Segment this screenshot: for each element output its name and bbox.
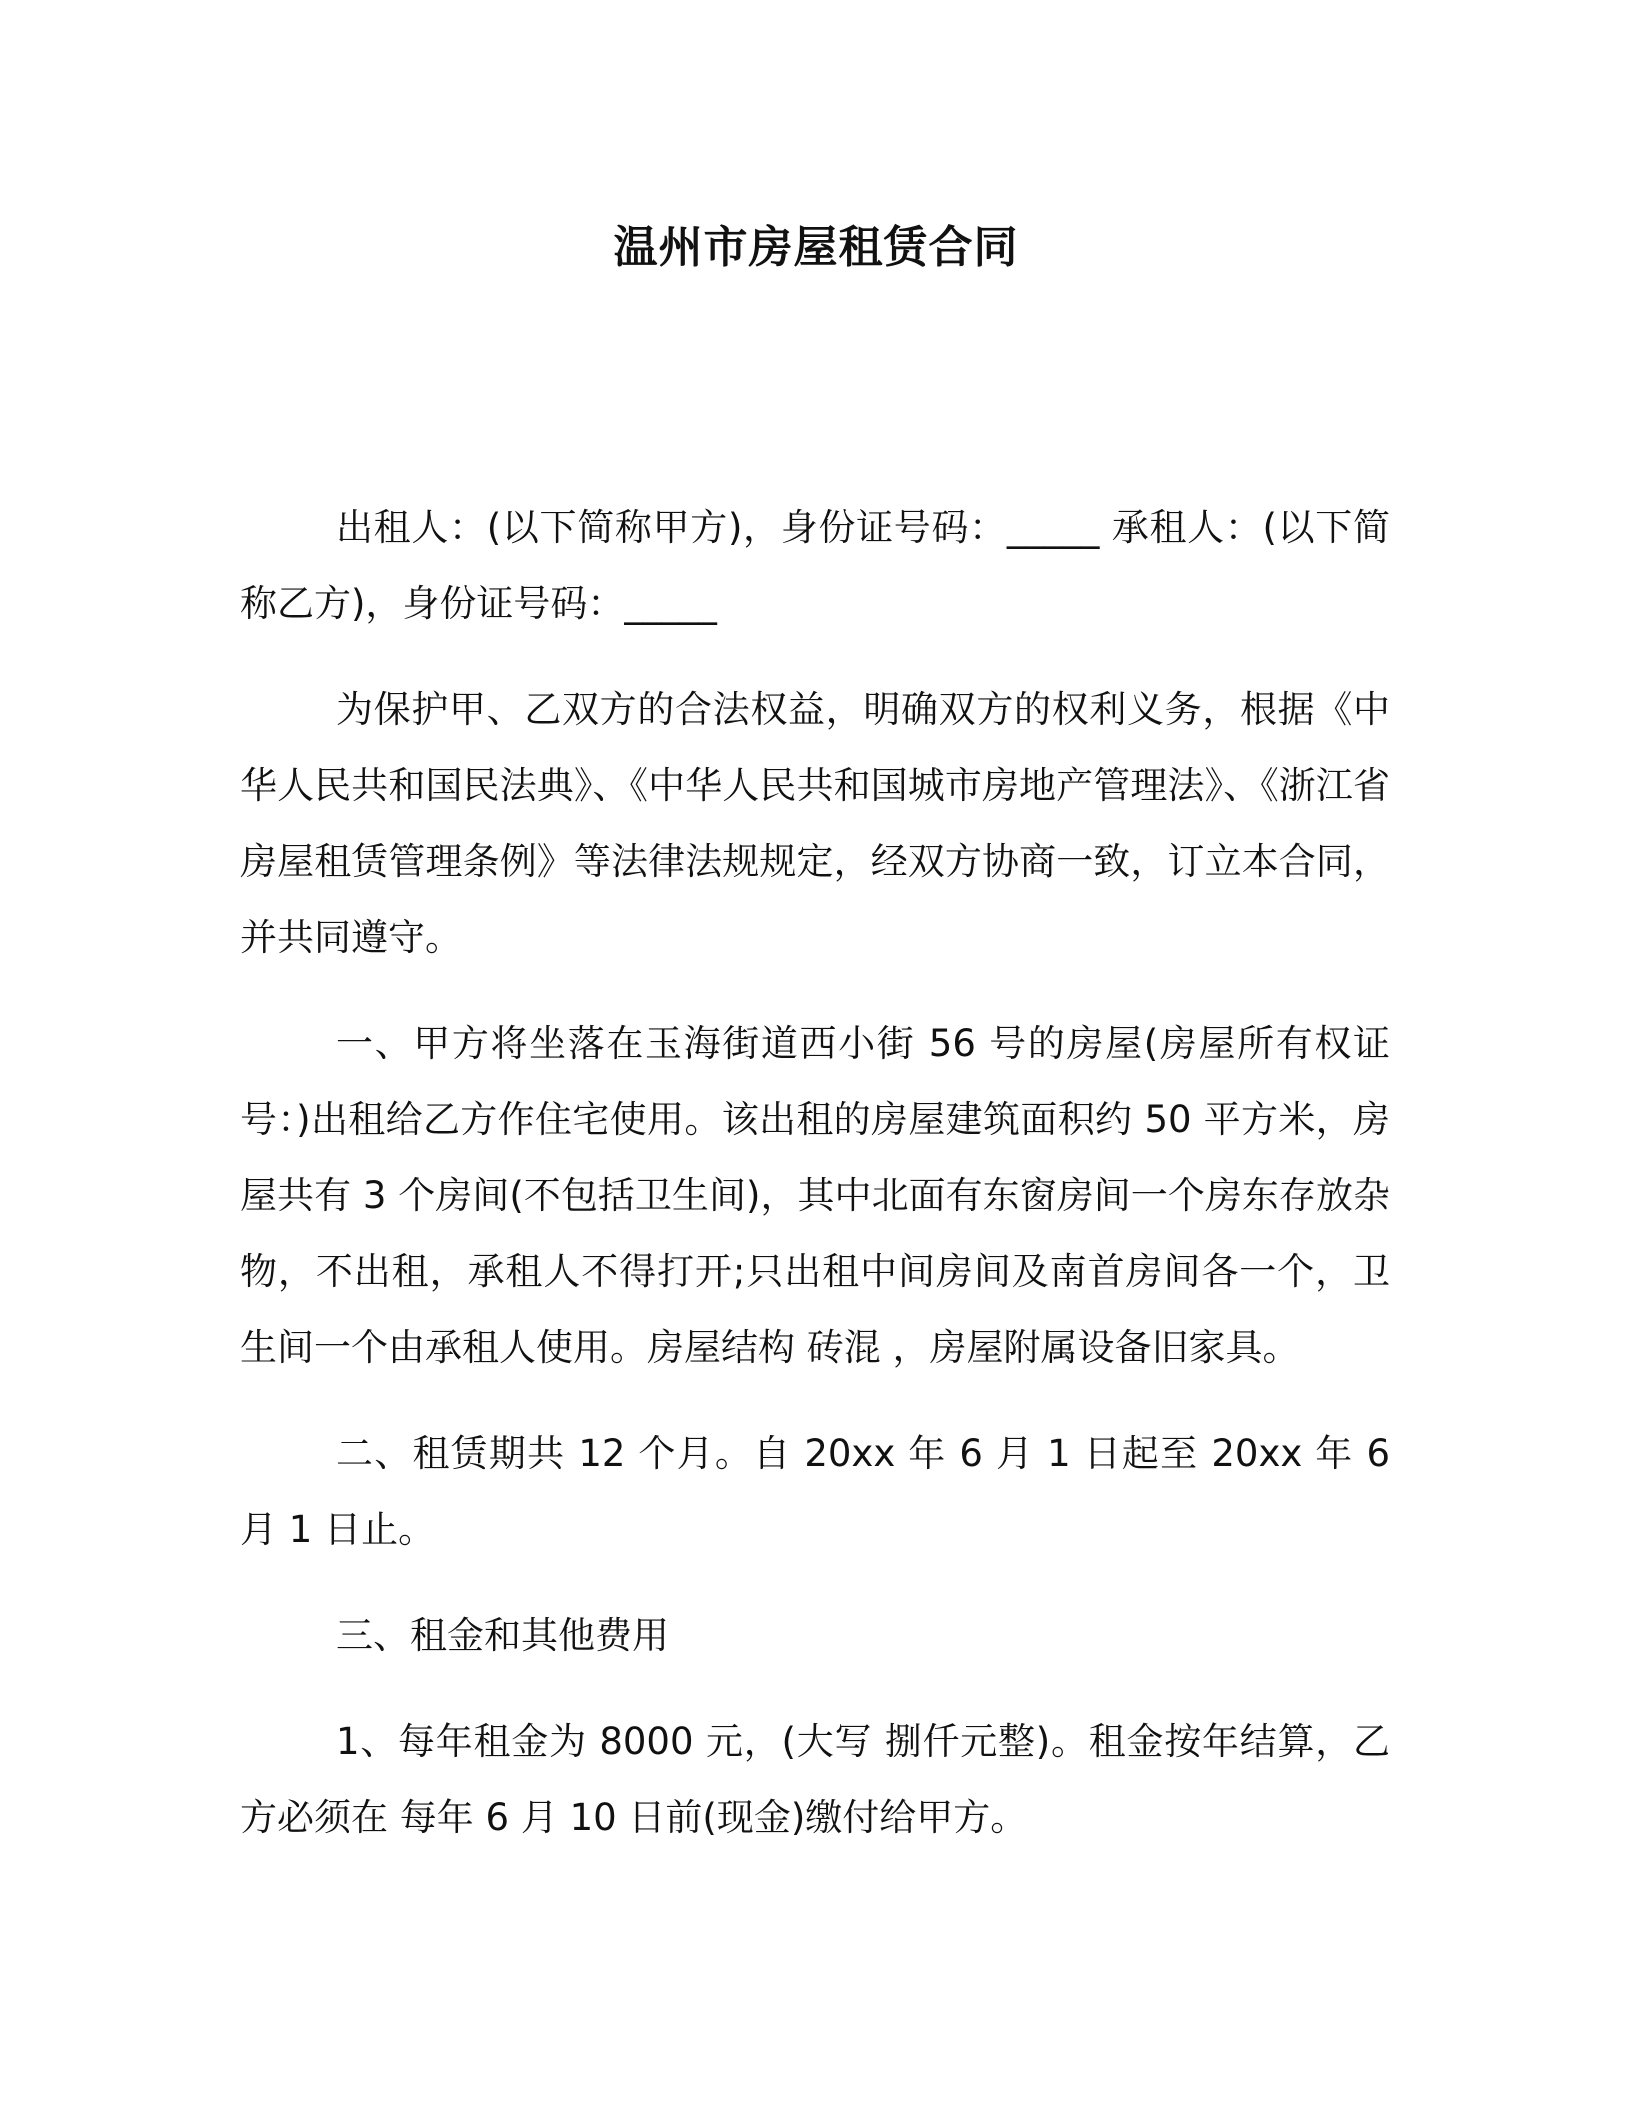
clause-1-paragraph: 一、甲方将坐落在玉海街道西小街 56 号的房屋(房屋所有权证号：)出租给乙方作住宅使用。该出租的房屋建筑面积约 50 平方米，房屋共有 3 个房间(不包括卫生间)，其中北面有东窗房间一个房东存放杂物，不出租，承租人不得打开;只出租中间房间及南首房间各一个，卫生间一个由承租人使用。房屋结构 砖混 ，房屋附属设备旧家具。 — [240, 1022, 1390, 1369]
parties-paragraph: 出租人：(以下简称甲方)，身份证号码：_____ 承租人：(以下简称乙方)，身份证号码：_____ — [240, 506, 1390, 625]
document-body — [240, 490, 1390, 1886]
clause-3-1-paragraph: 1、每年租金为 8000 元，(大写 捌仟元整)。租金按年结算，乙方必须在 每年 6 月 10 日前(现金)缴付给甲方。 — [240, 1720, 1390, 1839]
document-title: 温州市房屋租赁合同 — [613, 222, 1019, 273]
clause-3-heading: 三、租金和其他费用 — [336, 1614, 669, 1657]
preamble-paragraph: 为保护甲、乙双方的合法权益，明确双方的权利义务，根据《中华人民共和国民法典》、《中华人民共和国城市房地产管理法》、《浙江省房屋租赁管理条例》等法律法规规定，经双方协商一致，订立本合同，并共同遵守。 — [240, 688, 1390, 959]
clause-2-paragraph: 二、租赁期共 12 个月。自 20xx 年 6 月 1 日起至 20xx 年 6 月 1 日止。 — [240, 1432, 1390, 1551]
